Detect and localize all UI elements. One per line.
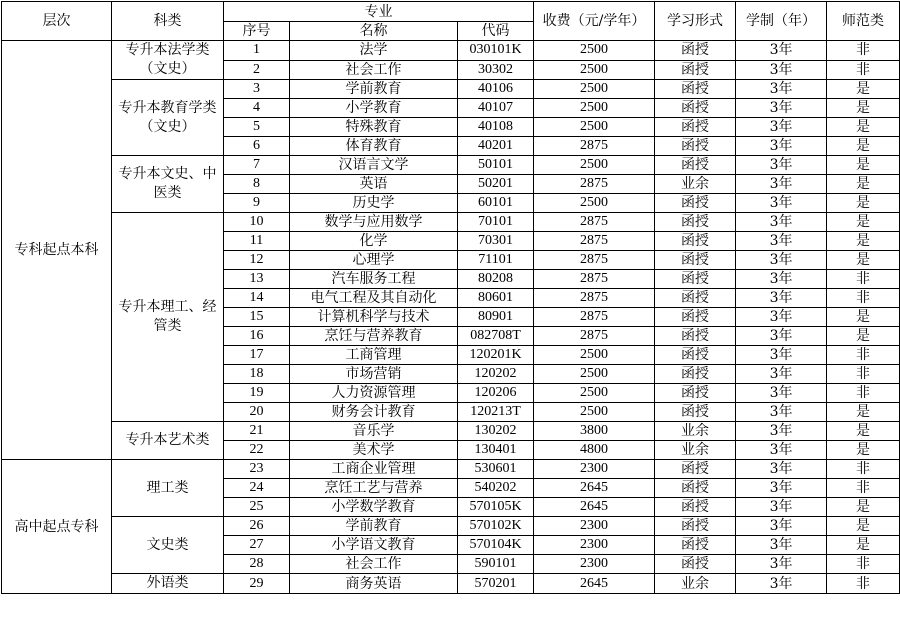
cell-major-name: 心理学 <box>290 251 458 270</box>
cell-code: 540202 <box>458 479 534 498</box>
cell-mode: 业余 <box>655 422 736 441</box>
cell-code: 80601 <box>458 289 534 308</box>
cell-mode: 函授 <box>655 156 736 175</box>
cell-fee: 2500 <box>534 118 655 137</box>
cell-normal: 是 <box>827 194 900 213</box>
cell-code: 130202 <box>458 422 534 441</box>
cell-mode: 函授 <box>655 498 736 517</box>
cell-fee: 2875 <box>534 137 655 156</box>
cell-normal: 非 <box>827 574 900 594</box>
cell-seq: 29 <box>224 574 290 594</box>
cell-fee: 2500 <box>534 403 655 422</box>
cell-seq: 25 <box>224 498 290 517</box>
cell-fee: 2500 <box>534 365 655 384</box>
cell-normal: 非 <box>827 270 900 289</box>
cell-major-name: 小学数学教育 <box>290 498 458 517</box>
cell-normal: 是 <box>827 441 900 460</box>
cell-category: 专升本理工、经管类 <box>112 213 224 422</box>
cell-code: 120206 <box>458 384 534 403</box>
cell-normal: 是 <box>827 118 900 137</box>
cell-fee: 2300 <box>534 536 655 555</box>
cell-mode: 函授 <box>655 479 736 498</box>
cell-mode: 函授 <box>655 403 736 422</box>
cell-mode: 函授 <box>655 327 736 346</box>
cell-duration: 3年 <box>736 422 827 441</box>
cell-fee: 2875 <box>534 289 655 308</box>
cell-normal: 非 <box>827 60 900 80</box>
cell-mode: 函授 <box>655 60 736 80</box>
cell-normal: 是 <box>827 213 900 232</box>
cell-major-name: 化学 <box>290 232 458 251</box>
cell-mode: 函授 <box>655 384 736 403</box>
cell-duration: 3年 <box>736 60 827 80</box>
cell-mode: 业余 <box>655 175 736 194</box>
cell-code: 50201 <box>458 175 534 194</box>
cell-code: 590101 <box>458 555 534 574</box>
cell-mode: 函授 <box>655 270 736 289</box>
cell-code: 120213T <box>458 403 534 422</box>
cell-code: 120201K <box>458 346 534 365</box>
cell-seq: 12 <box>224 251 290 270</box>
cell-code: 082708T <box>458 327 534 346</box>
table-body <box>2 41 900 594</box>
cell-seq: 22 <box>224 441 290 460</box>
cell-seq: 13 <box>224 270 290 289</box>
cell-code: 60101 <box>458 194 534 213</box>
cell-code: 30302 <box>458 60 534 80</box>
cell-normal: 非 <box>827 41 900 61</box>
enrollment-table <box>1 1 900 594</box>
cell-major-name: 美术学 <box>290 441 458 460</box>
cell-seq: 9 <box>224 194 290 213</box>
table-row <box>2 574 900 594</box>
cell-major-name: 学前教育 <box>290 80 458 99</box>
table-row <box>2 41 900 61</box>
cell-seq: 27 <box>224 536 290 555</box>
cell-code: 40106 <box>458 80 534 99</box>
cell-seq: 2 <box>224 60 290 80</box>
cell-code: 70101 <box>458 213 534 232</box>
cell-seq: 23 <box>224 460 290 479</box>
cell-level: 专科起点本科 <box>2 41 112 460</box>
cell-duration: 3年 <box>736 118 827 137</box>
cell-code: 030101K <box>458 41 534 61</box>
cell-code: 40108 <box>458 118 534 137</box>
cell-fee: 2500 <box>534 80 655 99</box>
cell-code: 80208 <box>458 270 534 289</box>
cell-mode: 函授 <box>655 289 736 308</box>
cell-seq: 8 <box>224 175 290 194</box>
cell-normal: 是 <box>827 308 900 327</box>
cell-level: 高中起点专科 <box>2 460 112 594</box>
cell-mode: 函授 <box>655 460 736 479</box>
cell-normal: 非 <box>827 384 900 403</box>
cell-major-name: 音乐学 <box>290 422 458 441</box>
cell-mode: 函授 <box>655 517 736 536</box>
cell-fee: 2500 <box>534 99 655 118</box>
cell-major-name: 烹饪工艺与营养 <box>290 479 458 498</box>
cell-seq: 1 <box>224 41 290 61</box>
cell-duration: 3年 <box>736 441 827 460</box>
cell-duration: 3年 <box>736 479 827 498</box>
cell-seq: 16 <box>224 327 290 346</box>
cell-major-name: 社会工作 <box>290 555 458 574</box>
cell-mode: 函授 <box>655 251 736 270</box>
cell-fee: 2645 <box>534 479 655 498</box>
cell-fee: 3800 <box>534 422 655 441</box>
cell-mode: 函授 <box>655 232 736 251</box>
cell-duration: 3年 <box>736 403 827 422</box>
cell-normal: 是 <box>827 327 900 346</box>
cell-code: 530601 <box>458 460 534 479</box>
cell-major-name: 法学 <box>290 41 458 61</box>
cell-mode: 业余 <box>655 574 736 594</box>
cell-mode: 函授 <box>655 308 736 327</box>
cell-duration: 3年 <box>736 194 827 213</box>
cell-major-name: 英语 <box>290 175 458 194</box>
table-row <box>2 80 900 99</box>
cell-mode: 函授 <box>655 41 736 61</box>
cell-code: 80901 <box>458 308 534 327</box>
cell-fee: 2300 <box>534 555 655 574</box>
cell-code: 50101 <box>458 156 534 175</box>
cell-normal: 是 <box>827 156 900 175</box>
cell-code: 570201 <box>458 574 534 594</box>
cell-seq: 19 <box>224 384 290 403</box>
cell-major-name: 工商管理 <box>290 346 458 365</box>
cell-major-name: 烹饪与营养教育 <box>290 327 458 346</box>
header-name: 名称 <box>290 22 458 41</box>
cell-normal: 非 <box>827 346 900 365</box>
cell-code: 570102K <box>458 517 534 536</box>
cell-category: 专升本教育学类（文史） <box>112 80 224 156</box>
cell-mode: 函授 <box>655 137 736 156</box>
cell-fee: 2500 <box>534 194 655 213</box>
cell-duration: 3年 <box>736 536 827 555</box>
cell-duration: 3年 <box>736 460 827 479</box>
cell-normal: 非 <box>827 365 900 384</box>
cell-code: 120202 <box>458 365 534 384</box>
cell-duration: 3年 <box>736 498 827 517</box>
header-fee: 收费（元/学年） <box>534 2 655 41</box>
cell-mode: 函授 <box>655 536 736 555</box>
cell-mode: 函授 <box>655 80 736 99</box>
cell-duration: 3年 <box>736 137 827 156</box>
table-row <box>2 213 900 232</box>
header-code: 代码 <box>458 22 534 41</box>
table-row <box>2 156 900 175</box>
cell-normal: 是 <box>827 99 900 118</box>
cell-category: 专升本法学类（文史） <box>112 41 224 80</box>
cell-code: 40107 <box>458 99 534 118</box>
cell-normal: 非 <box>827 479 900 498</box>
cell-normal: 是 <box>827 403 900 422</box>
cell-code: 71101 <box>458 251 534 270</box>
cell-duration: 3年 <box>736 384 827 403</box>
cell-duration: 3年 <box>736 517 827 536</box>
cell-duration: 3年 <box>736 80 827 99</box>
cell-major-name: 电气工程及其自动化 <box>290 289 458 308</box>
cell-major-name: 社会工作 <box>290 60 458 80</box>
cell-code: 130401 <box>458 441 534 460</box>
cell-duration: 3年 <box>736 99 827 118</box>
cell-seq: 18 <box>224 365 290 384</box>
cell-duration: 3年 <box>736 156 827 175</box>
cell-fee: 2500 <box>534 60 655 80</box>
cell-normal: 是 <box>827 137 900 156</box>
cell-major-name: 数学与应用数学 <box>290 213 458 232</box>
header-mode: 学习形式 <box>655 2 736 41</box>
cell-major-name: 学前教育 <box>290 517 458 536</box>
cell-seq: 24 <box>224 479 290 498</box>
cell-major-name: 市场营销 <box>290 365 458 384</box>
cell-duration: 3年 <box>736 365 827 384</box>
cell-mode: 函授 <box>655 555 736 574</box>
header-duration: 学制（年） <box>736 2 827 41</box>
cell-normal: 是 <box>827 232 900 251</box>
cell-major-name: 汽车服务工程 <box>290 270 458 289</box>
table-row <box>2 517 900 536</box>
cell-normal: 是 <box>827 80 900 99</box>
cell-mode: 函授 <box>655 365 736 384</box>
cell-duration: 3年 <box>736 555 827 574</box>
cell-fee: 2875 <box>534 213 655 232</box>
cell-duration: 3年 <box>736 232 827 251</box>
header-category: 科类 <box>112 2 224 41</box>
cell-code: 570104K <box>458 536 534 555</box>
cell-normal: 是 <box>827 175 900 194</box>
cell-seq: 7 <box>224 156 290 175</box>
cell-fee: 2500 <box>534 346 655 365</box>
cell-fee: 4800 <box>534 441 655 460</box>
cell-major-name: 商务英语 <box>290 574 458 594</box>
cell-normal: 是 <box>827 251 900 270</box>
cell-seq: 14 <box>224 289 290 308</box>
cell-major-name: 工商企业管理 <box>290 460 458 479</box>
cell-seq: 10 <box>224 213 290 232</box>
cell-normal: 非 <box>827 289 900 308</box>
cell-mode: 函授 <box>655 213 736 232</box>
cell-major-name: 特殊教育 <box>290 118 458 137</box>
cell-major-name: 小学教育 <box>290 99 458 118</box>
cell-seq: 20 <box>224 403 290 422</box>
cell-mode: 业余 <box>655 441 736 460</box>
cell-category: 文史类 <box>112 517 224 574</box>
cell-duration: 3年 <box>736 251 827 270</box>
cell-duration: 3年 <box>736 41 827 61</box>
cell-normal: 是 <box>827 422 900 441</box>
cell-category: 理工类 <box>112 460 224 517</box>
cell-duration: 3年 <box>736 308 827 327</box>
cell-seq: 3 <box>224 80 290 99</box>
cell-major-name: 小学语文教育 <box>290 536 458 555</box>
cell-fee: 2300 <box>534 517 655 536</box>
cell-duration: 3年 <box>736 289 827 308</box>
cell-normal: 是 <box>827 536 900 555</box>
cell-major-name: 人力资源管理 <box>290 384 458 403</box>
cell-fee: 2875 <box>534 270 655 289</box>
cell-mode: 函授 <box>655 194 736 213</box>
cell-duration: 3年 <box>736 213 827 232</box>
cell-fee: 2500 <box>534 41 655 61</box>
cell-code: 70301 <box>458 232 534 251</box>
cell-seq: 15 <box>224 308 290 327</box>
cell-fee: 2875 <box>534 232 655 251</box>
cell-seq: 21 <box>224 422 290 441</box>
cell-category: 外语类 <box>112 574 224 594</box>
cell-code: 570105K <box>458 498 534 517</box>
cell-category: 专升本艺术类 <box>112 422 224 460</box>
cell-duration: 3年 <box>736 346 827 365</box>
cell-seq: 17 <box>224 346 290 365</box>
cell-fee: 2875 <box>534 308 655 327</box>
table-row <box>2 422 900 441</box>
cell-mode: 函授 <box>655 346 736 365</box>
cell-major-name: 历史学 <box>290 194 458 213</box>
cell-seq: 28 <box>224 555 290 574</box>
cell-duration: 3年 <box>736 574 827 594</box>
cell-fee: 2645 <box>534 498 655 517</box>
cell-major-name: 计算机科学与技术 <box>290 308 458 327</box>
cell-fee: 2500 <box>534 156 655 175</box>
header-major-group: 专业 <box>224 2 534 22</box>
cell-normal: 非 <box>827 460 900 479</box>
header-seq: 序号 <box>224 22 290 41</box>
cell-duration: 3年 <box>736 327 827 346</box>
cell-normal: 非 <box>827 555 900 574</box>
cell-seq: 6 <box>224 137 290 156</box>
header-level: 层次 <box>2 2 112 41</box>
cell-mode: 函授 <box>655 99 736 118</box>
cell-major-name: 汉语言文学 <box>290 156 458 175</box>
cell-duration: 3年 <box>736 175 827 194</box>
cell-fee: 2300 <box>534 460 655 479</box>
cell-fee: 2875 <box>534 175 655 194</box>
cell-seq: 5 <box>224 118 290 137</box>
cell-normal: 是 <box>827 498 900 517</box>
cell-duration: 3年 <box>736 270 827 289</box>
cell-fee: 2645 <box>534 574 655 594</box>
cell-code: 40201 <box>458 137 534 156</box>
cell-fee: 2875 <box>534 327 655 346</box>
cell-seq: 26 <box>224 517 290 536</box>
cell-category: 专升本文史、中医类 <box>112 156 224 213</box>
header-normal: 师范类 <box>827 2 900 41</box>
cell-fee: 2875 <box>534 251 655 270</box>
cell-fee: 2500 <box>534 384 655 403</box>
cell-seq: 4 <box>224 99 290 118</box>
cell-major-name: 财务会计教育 <box>290 403 458 422</box>
cell-normal: 是 <box>827 517 900 536</box>
cell-major-name: 体育教育 <box>290 137 458 156</box>
cell-seq: 11 <box>224 232 290 251</box>
cell-mode: 函授 <box>655 118 736 137</box>
header-row-top <box>2 2 900 22</box>
table-row <box>2 460 900 479</box>
